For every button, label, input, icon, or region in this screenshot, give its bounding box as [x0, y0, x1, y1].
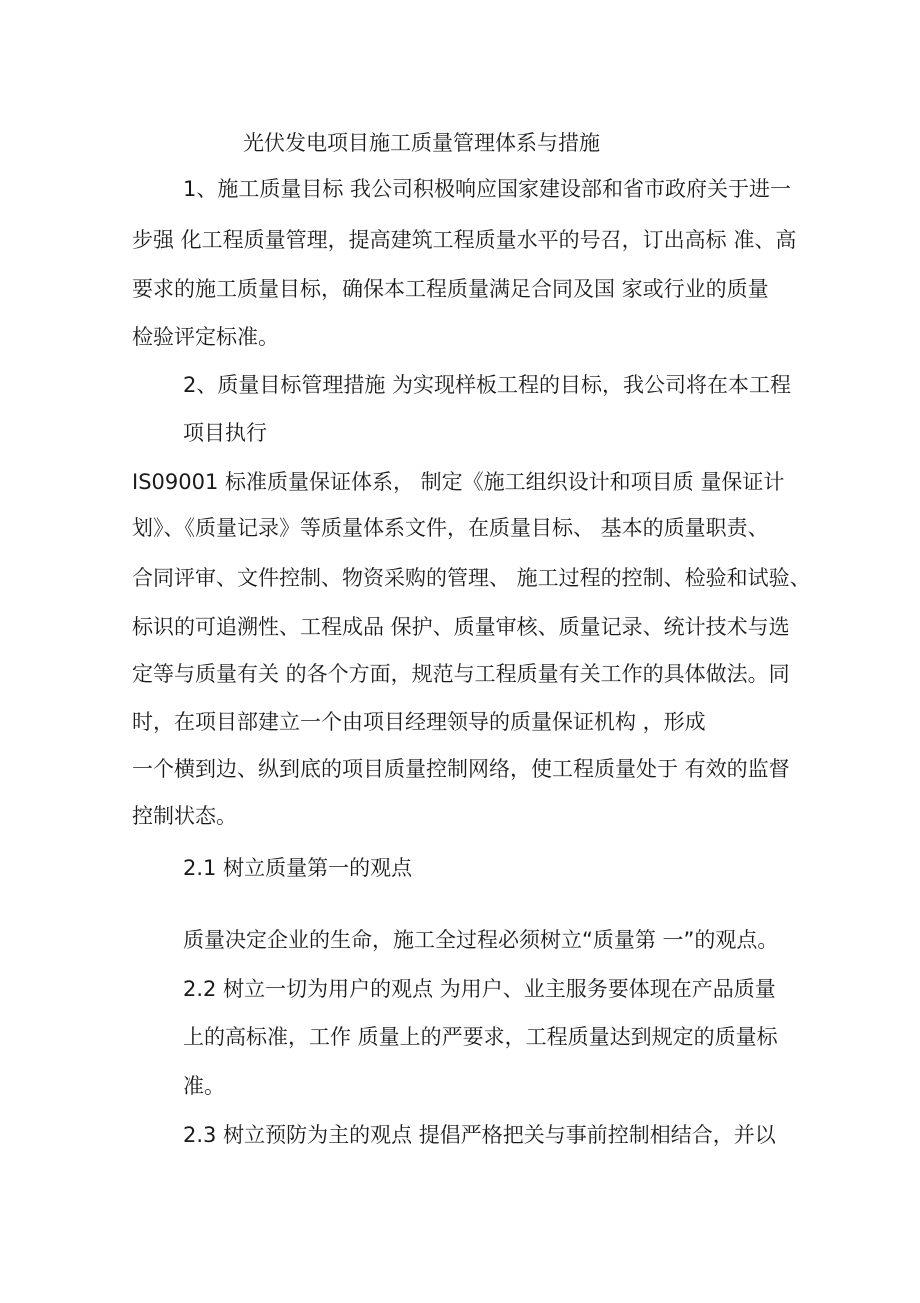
- text-line: 步强 化工程质量管理，提高建筑工程质量水平的号召，订出高标 准、高: [132, 228, 797, 252]
- text-line: 1、施工质量目标 我公司积极响应国家建设部和省市政府关于进一: [183, 177, 792, 201]
- text-line: 定等与质量有关 的各个方面，规范与工程质量有关工作的具体做法。同: [132, 662, 790, 686]
- text-line: 一个横到边、纵到底的项目质量控制网络，使工程质量处于 有效的监督: [132, 757, 790, 781]
- text-line: 检验评定标准。: [132, 325, 279, 349]
- text-line: 标识的可追溯性、工程成品 保护、质量审核、质量记录、统计技术与选: [132, 615, 790, 639]
- text-line: 上的高标准，工作 质量上的严要求，工程质量达到规定的质量标: [183, 1025, 778, 1049]
- text-line: 控制状态。: [132, 804, 237, 828]
- text-line: 项目执行: [183, 421, 267, 445]
- text-line: 划》、《质量记录》等质量体系文件，在质量目标、 基本的质量职责、: [132, 516, 769, 540]
- text-line: 要求的施工质量目标，确保本工程质量满足合同及国 家或行业的质量: [132, 277, 769, 301]
- text-line: IS09001 标准质量保证体系， 制定《施工组织设计和项目质 量保证计: [132, 470, 785, 494]
- document-title: 光伏发电项目施工质量管理体系与措施: [243, 131, 600, 155]
- text-line: 时，在项目部建立一个由项目经理领导的质量保证机构 ，形成: [132, 710, 706, 734]
- text-line: 2.2 树立一切为用户的观点 为用户、业主服务要体现在产品质量: [183, 977, 776, 1001]
- text-line: 准。: [183, 1074, 225, 1098]
- text-line: 2、质量目标管理措施 为实现样板工程的目标，我公司将在本工程: [183, 373, 792, 397]
- section-heading: 2.1 树立质量第一的观点: [183, 856, 413, 880]
- text-line: 合同评审、文件控制、物资采购的管理、 施工过程的控制、检验和试验、: [132, 566, 811, 590]
- text-line: 2.3 树立预防为主的观点 提倡严格把关与事前控制相结合，并以: [183, 1123, 776, 1147]
- text-line: 质量决定企业的生命，施工全过程必须树立“质量第 一”的观点。: [183, 928, 779, 952]
